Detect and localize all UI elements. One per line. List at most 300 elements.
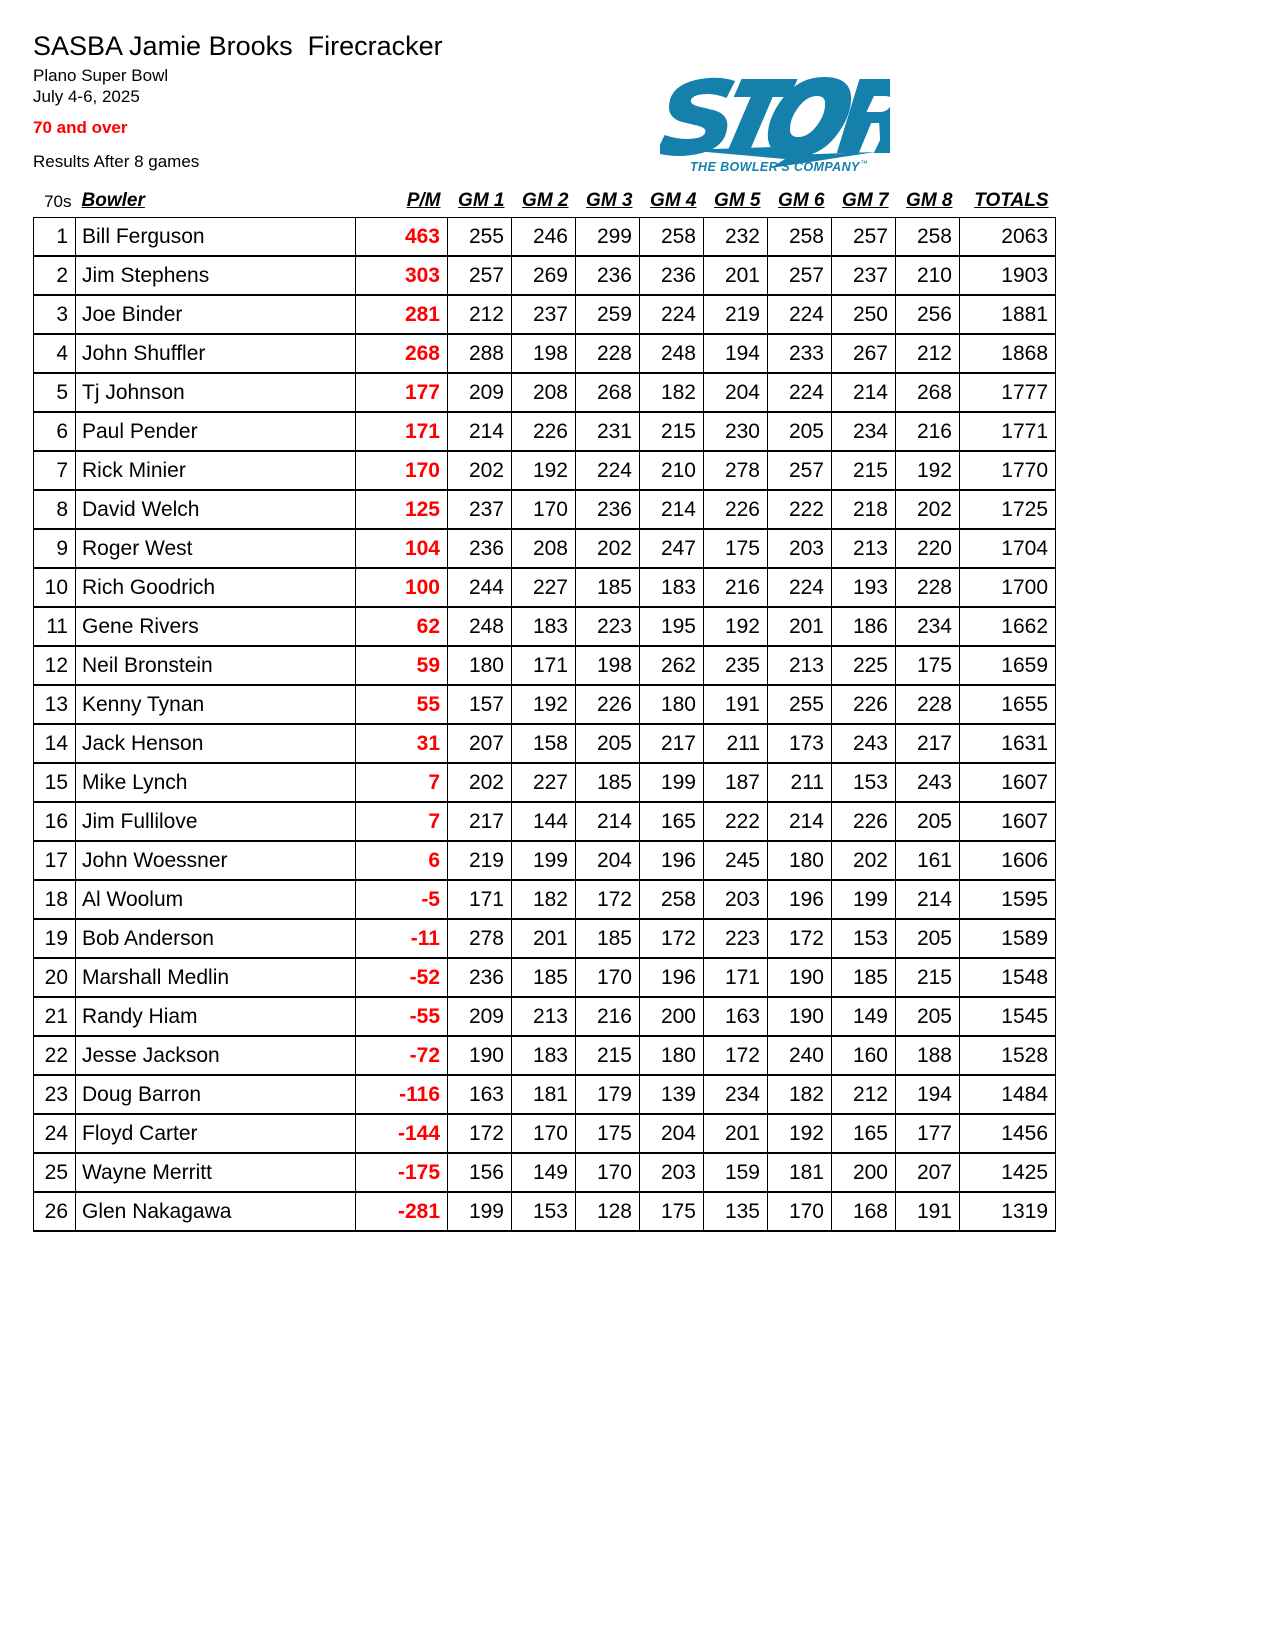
cell-game-4: 262 bbox=[640, 646, 704, 685]
cell-game-3: 204 bbox=[576, 841, 640, 880]
column-header-gm-2: GM 2 bbox=[522, 190, 569, 211]
cell-game-8: 205 bbox=[896, 919, 960, 958]
cell-game-6: 257 bbox=[768, 451, 832, 490]
cell-game-1: 237 bbox=[448, 490, 512, 529]
column-header-gm-8: GM 8 bbox=[906, 190, 953, 211]
cell-bowler-name: Gene Rivers bbox=[76, 607, 356, 646]
cell-game-3: 179 bbox=[576, 1075, 640, 1114]
cell-game-1: 236 bbox=[448, 958, 512, 997]
cell-game-4: 258 bbox=[640, 218, 704, 257]
cell-bowler-name: Randy Hiam bbox=[76, 997, 356, 1036]
cell-game-1: 207 bbox=[448, 724, 512, 763]
cell-pm: -72 bbox=[356, 1036, 448, 1075]
cell-game-8: 268 bbox=[896, 373, 960, 412]
table-row bbox=[34, 451, 1056, 490]
cell-game-3: 202 bbox=[576, 529, 640, 568]
cell-bowler-name: Bob Anderson bbox=[76, 919, 356, 958]
cell-game-6: 224 bbox=[768, 568, 832, 607]
table-row bbox=[34, 1114, 1056, 1153]
cell-pm: 104 bbox=[356, 529, 448, 568]
cell-pm: -5 bbox=[356, 880, 448, 919]
cell-game-8: 215 bbox=[896, 958, 960, 997]
cell-game-2: 153 bbox=[512, 1192, 576, 1231]
table-row bbox=[34, 802, 1056, 841]
cell-game-8: 194 bbox=[896, 1075, 960, 1114]
cell-game-3: 175 bbox=[576, 1114, 640, 1153]
cell-bowler-name: Bill Ferguson bbox=[76, 218, 356, 257]
cell-total: 1595 bbox=[960, 880, 1056, 919]
cell-game-2: 183 bbox=[512, 607, 576, 646]
cell-game-3: 185 bbox=[576, 763, 640, 802]
cell-game-2: 182 bbox=[512, 880, 576, 919]
cell-total: 1903 bbox=[960, 256, 1056, 295]
cell-pm: 59 bbox=[356, 646, 448, 685]
cell-game-2: 226 bbox=[512, 412, 576, 451]
cell-game-1: 156 bbox=[448, 1153, 512, 1192]
cell-rank: 1 bbox=[34, 218, 76, 257]
cell-pm: 31 bbox=[356, 724, 448, 763]
cell-rank: 6 bbox=[34, 412, 76, 451]
table-row bbox=[34, 607, 1056, 646]
cell-game-3: 128 bbox=[576, 1192, 640, 1231]
cell-game-4: 247 bbox=[640, 529, 704, 568]
cell-game-7: 200 bbox=[832, 1153, 896, 1192]
cell-game-7: 257 bbox=[832, 218, 896, 257]
cell-rank: 9 bbox=[34, 529, 76, 568]
cell-total: 1868 bbox=[960, 334, 1056, 373]
cell-game-7: 199 bbox=[832, 880, 896, 919]
cell-game-6: 224 bbox=[768, 373, 832, 412]
table-row bbox=[34, 1192, 1056, 1231]
cell-game-7: 226 bbox=[832, 802, 896, 841]
cell-game-1: 209 bbox=[448, 997, 512, 1036]
cell-game-2: 237 bbox=[512, 295, 576, 334]
cell-game-3: 215 bbox=[576, 1036, 640, 1075]
cell-game-8: 234 bbox=[896, 607, 960, 646]
cell-game-5: 201 bbox=[704, 256, 768, 295]
cell-game-2: 183 bbox=[512, 1036, 576, 1075]
venue-name: Plano Super Bowl bbox=[33, 66, 169, 85]
cell-rank: 21 bbox=[34, 997, 76, 1036]
table-row bbox=[34, 685, 1056, 724]
table-row bbox=[34, 412, 1056, 451]
event-dates: July 4-6, 2025 bbox=[33, 87, 140, 106]
cell-game-7: 186 bbox=[832, 607, 896, 646]
cell-bowler-name: Marshall Medlin bbox=[76, 958, 356, 997]
cell-rank: 25 bbox=[34, 1153, 76, 1192]
cell-game-1: 157 bbox=[448, 685, 512, 724]
title-block bbox=[33, 30, 443, 172]
cell-bowler-name: Floyd Carter bbox=[76, 1114, 356, 1153]
cell-game-5: 234 bbox=[704, 1075, 768, 1114]
cell-game-6: 233 bbox=[768, 334, 832, 373]
cell-pm: -52 bbox=[356, 958, 448, 997]
cell-game-2: 227 bbox=[512, 763, 576, 802]
logo-tagline: THE BOWLER'S COMPANY bbox=[690, 160, 860, 174]
cell-rank: 14 bbox=[34, 724, 76, 763]
cell-pm: 170 bbox=[356, 451, 448, 490]
cell-game-6: 181 bbox=[768, 1153, 832, 1192]
cell-game-4: 196 bbox=[640, 841, 704, 880]
cell-game-8: 177 bbox=[896, 1114, 960, 1153]
cell-total: 1484 bbox=[960, 1075, 1056, 1114]
cell-game-7: 212 bbox=[832, 1075, 896, 1114]
cell-game-6: 211 bbox=[768, 763, 832, 802]
registered-mark: ® bbox=[873, 112, 880, 122]
cell-game-3: 236 bbox=[576, 256, 640, 295]
cell-game-2: 208 bbox=[512, 373, 576, 412]
trademark-mark: ™ bbox=[860, 159, 868, 168]
cell-game-5: 204 bbox=[704, 373, 768, 412]
cell-game-2: 170 bbox=[512, 490, 576, 529]
cell-game-6: 258 bbox=[768, 218, 832, 257]
cell-bowler-name: Al Woolum bbox=[76, 880, 356, 919]
table-header-row bbox=[34, 186, 1056, 218]
column-header-gm-1: GM 1 bbox=[458, 190, 505, 211]
cell-bowler-name: Paul Pender bbox=[76, 412, 356, 451]
cell-game-2: 246 bbox=[512, 218, 576, 257]
table-row bbox=[34, 1153, 1056, 1192]
column-header-gm-4: GM 4 bbox=[650, 190, 697, 211]
cell-game-5: 222 bbox=[704, 802, 768, 841]
cell-game-1: 180 bbox=[448, 646, 512, 685]
cell-game-7: 215 bbox=[832, 451, 896, 490]
cell-game-8: 214 bbox=[896, 880, 960, 919]
cell-bowler-name: Doug Barron bbox=[76, 1075, 356, 1114]
cell-game-5: 219 bbox=[704, 295, 768, 334]
cell-game-8: 258 bbox=[896, 218, 960, 257]
cell-bowler-name: Wayne Merritt bbox=[76, 1153, 356, 1192]
cell-game-8: 228 bbox=[896, 568, 960, 607]
table-row bbox=[34, 334, 1056, 373]
cell-game-5: 175 bbox=[704, 529, 768, 568]
cell-rank: 23 bbox=[34, 1075, 76, 1114]
cell-game-2: 192 bbox=[512, 451, 576, 490]
table-row bbox=[34, 568, 1056, 607]
cell-bowler-name: Jim Stephens bbox=[76, 256, 356, 295]
cell-game-8: 161 bbox=[896, 841, 960, 880]
table-row bbox=[34, 880, 1056, 919]
storm-logo bbox=[660, 58, 890, 178]
cell-bowler-name: John Woessner bbox=[76, 841, 356, 880]
cell-game-4: 175 bbox=[640, 1192, 704, 1231]
cell-game-1: 219 bbox=[448, 841, 512, 880]
cell-rank: 20 bbox=[34, 958, 76, 997]
cell-game-8: 175 bbox=[896, 646, 960, 685]
table-row bbox=[34, 1036, 1056, 1075]
cell-game-6: 172 bbox=[768, 919, 832, 958]
cell-game-7: 243 bbox=[832, 724, 896, 763]
cell-total: 1425 bbox=[960, 1153, 1056, 1192]
cell-game-8: 212 bbox=[896, 334, 960, 373]
table-row bbox=[34, 997, 1056, 1036]
cell-game-3: 228 bbox=[576, 334, 640, 373]
cell-game-1: 288 bbox=[448, 334, 512, 373]
cell-total: 1607 bbox=[960, 763, 1056, 802]
cell-pm: 62 bbox=[356, 607, 448, 646]
cell-game-5: 278 bbox=[704, 451, 768, 490]
cell-rank: 15 bbox=[34, 763, 76, 802]
cell-game-3: 224 bbox=[576, 451, 640, 490]
cell-bowler-name: Jesse Jackson bbox=[76, 1036, 356, 1075]
cell-rank: 13 bbox=[34, 685, 76, 724]
table-row bbox=[34, 958, 1056, 997]
cell-game-2: 208 bbox=[512, 529, 576, 568]
cell-rank: 12 bbox=[34, 646, 76, 685]
cell-game-4: 236 bbox=[640, 256, 704, 295]
cell-game-1: 171 bbox=[448, 880, 512, 919]
cell-game-6: 196 bbox=[768, 880, 832, 919]
cell-game-4: 180 bbox=[640, 685, 704, 724]
cell-game-4: 214 bbox=[640, 490, 704, 529]
cell-game-2: 149 bbox=[512, 1153, 576, 1192]
cell-total: 1770 bbox=[960, 451, 1056, 490]
cell-game-7: 185 bbox=[832, 958, 896, 997]
cell-game-4: 196 bbox=[640, 958, 704, 997]
cell-pm: 7 bbox=[356, 802, 448, 841]
column-header-gm-7: GM 7 bbox=[842, 190, 889, 211]
cell-game-8: 188 bbox=[896, 1036, 960, 1075]
cell-game-1: 172 bbox=[448, 1114, 512, 1153]
cell-game-7: 168 bbox=[832, 1192, 896, 1231]
cell-game-3: 226 bbox=[576, 685, 640, 724]
cell-total: 1528 bbox=[960, 1036, 1056, 1075]
cell-game-5: 171 bbox=[704, 958, 768, 997]
cell-game-8: 210 bbox=[896, 256, 960, 295]
cell-pm: -11 bbox=[356, 919, 448, 958]
cell-game-3: 231 bbox=[576, 412, 640, 451]
cell-game-1: 255 bbox=[448, 218, 512, 257]
column-header-pm: P/M bbox=[406, 190, 441, 211]
cell-game-2: 144 bbox=[512, 802, 576, 841]
cell-game-6: 222 bbox=[768, 490, 832, 529]
cell-total: 1704 bbox=[960, 529, 1056, 568]
cell-game-2: 185 bbox=[512, 958, 576, 997]
cell-game-4: 204 bbox=[640, 1114, 704, 1153]
cell-pm: 6 bbox=[356, 841, 448, 880]
cell-game-6: 180 bbox=[768, 841, 832, 880]
table-row bbox=[34, 295, 1056, 334]
cell-total: 1881 bbox=[960, 295, 1056, 334]
cell-game-6: 201 bbox=[768, 607, 832, 646]
cell-game-8: 216 bbox=[896, 412, 960, 451]
cell-game-6: 224 bbox=[768, 295, 832, 334]
table-row bbox=[34, 490, 1056, 529]
table-row bbox=[34, 218, 1056, 257]
cell-game-1: 199 bbox=[448, 1192, 512, 1231]
cell-game-1: 190 bbox=[448, 1036, 512, 1075]
cell-game-6: 190 bbox=[768, 997, 832, 1036]
cell-total: 2063 bbox=[960, 218, 1056, 257]
cell-game-2: 213 bbox=[512, 997, 576, 1036]
cell-game-6: 170 bbox=[768, 1192, 832, 1231]
cell-game-7: 250 bbox=[832, 295, 896, 334]
column-header-totals: TOTALS bbox=[974, 190, 1049, 211]
cell-game-8: 217 bbox=[896, 724, 960, 763]
cell-rank: 26 bbox=[34, 1192, 76, 1231]
cell-game-3: 198 bbox=[576, 646, 640, 685]
cell-game-6: 213 bbox=[768, 646, 832, 685]
cell-total: 1725 bbox=[960, 490, 1056, 529]
cell-game-3: 172 bbox=[576, 880, 640, 919]
cell-pm: 177 bbox=[356, 373, 448, 412]
cell-pm: 171 bbox=[356, 412, 448, 451]
cell-total: 1659 bbox=[960, 646, 1056, 685]
cell-game-5: 211 bbox=[704, 724, 768, 763]
cell-game-2: 201 bbox=[512, 919, 576, 958]
column-header-gm-3: GM 3 bbox=[586, 190, 633, 211]
table-row bbox=[34, 919, 1056, 958]
column-header-rank: 70s bbox=[44, 192, 72, 211]
cell-game-5: 226 bbox=[704, 490, 768, 529]
cell-total: 1655 bbox=[960, 685, 1056, 724]
cell-game-6: 192 bbox=[768, 1114, 832, 1153]
cell-rank: 10 bbox=[34, 568, 76, 607]
cell-game-7: 234 bbox=[832, 412, 896, 451]
division-label: 70 and over bbox=[33, 118, 128, 137]
cell-game-5: 187 bbox=[704, 763, 768, 802]
cell-bowler-name: Kenny Tynan bbox=[76, 685, 356, 724]
cell-bowler-name: Roger West bbox=[76, 529, 356, 568]
cell-game-8: 256 bbox=[896, 295, 960, 334]
table-row bbox=[34, 256, 1056, 295]
cell-game-4: 217 bbox=[640, 724, 704, 763]
cell-game-5: 135 bbox=[704, 1192, 768, 1231]
cell-game-8: 205 bbox=[896, 997, 960, 1036]
cell-game-8: 228 bbox=[896, 685, 960, 724]
cell-game-6: 240 bbox=[768, 1036, 832, 1075]
cell-game-2: 170 bbox=[512, 1114, 576, 1153]
cell-total: 1456 bbox=[960, 1114, 1056, 1153]
cell-game-4: 200 bbox=[640, 997, 704, 1036]
table-row bbox=[34, 373, 1056, 412]
cell-game-7: 202 bbox=[832, 841, 896, 880]
cell-game-4: 203 bbox=[640, 1153, 704, 1192]
standings-table bbox=[33, 186, 1056, 1232]
cell-total: 1607 bbox=[960, 802, 1056, 841]
column-header-gm-5: GM 5 bbox=[714, 190, 761, 211]
cell-rank: 18 bbox=[34, 880, 76, 919]
cell-game-7: 218 bbox=[832, 490, 896, 529]
cell-game-4: 195 bbox=[640, 607, 704, 646]
cell-game-7: 267 bbox=[832, 334, 896, 373]
cell-game-2: 181 bbox=[512, 1075, 576, 1114]
cell-rank: 4 bbox=[34, 334, 76, 373]
cell-game-7: 153 bbox=[832, 763, 896, 802]
cell-game-8: 205 bbox=[896, 802, 960, 841]
cell-bowler-name: John Shuffler bbox=[76, 334, 356, 373]
cell-pm: 100 bbox=[356, 568, 448, 607]
cell-total: 1631 bbox=[960, 724, 1056, 763]
cell-game-2: 158 bbox=[512, 724, 576, 763]
cell-game-1: 278 bbox=[448, 919, 512, 958]
table-row bbox=[34, 646, 1056, 685]
cell-game-3: 170 bbox=[576, 1153, 640, 1192]
cell-game-7: 237 bbox=[832, 256, 896, 295]
cell-game-5: 159 bbox=[704, 1153, 768, 1192]
cell-game-5: 194 bbox=[704, 334, 768, 373]
cell-pm: -116 bbox=[356, 1075, 448, 1114]
cell-game-4: 258 bbox=[640, 880, 704, 919]
cell-game-5: 245 bbox=[704, 841, 768, 880]
results-status: Results After 8 games bbox=[33, 152, 200, 171]
cell-pm: 268 bbox=[356, 334, 448, 373]
cell-game-2: 199 bbox=[512, 841, 576, 880]
cell-game-8: 202 bbox=[896, 490, 960, 529]
cell-rank: 16 bbox=[34, 802, 76, 841]
cell-game-1: 217 bbox=[448, 802, 512, 841]
cell-game-3: 216 bbox=[576, 997, 640, 1036]
cell-game-3: 170 bbox=[576, 958, 640, 997]
cell-game-5: 235 bbox=[704, 646, 768, 685]
cell-bowler-name: Glen Nakagawa bbox=[76, 1192, 356, 1231]
cell-game-5: 163 bbox=[704, 997, 768, 1036]
cell-pm: -281 bbox=[356, 1192, 448, 1231]
cell-total: 1548 bbox=[960, 958, 1056, 997]
cell-rank: 5 bbox=[34, 373, 76, 412]
cell-total: 1319 bbox=[960, 1192, 1056, 1231]
cell-game-7: 149 bbox=[832, 997, 896, 1036]
cell-game-6: 203 bbox=[768, 529, 832, 568]
table-row bbox=[34, 763, 1056, 802]
column-header-gm-6: GM 6 bbox=[778, 190, 825, 211]
cell-game-2: 227 bbox=[512, 568, 576, 607]
cell-game-6: 182 bbox=[768, 1075, 832, 1114]
cell-total: 1545 bbox=[960, 997, 1056, 1036]
cell-game-8: 191 bbox=[896, 1192, 960, 1231]
cell-pm: -144 bbox=[356, 1114, 448, 1153]
cell-total: 1771 bbox=[960, 412, 1056, 451]
cell-pm: 463 bbox=[356, 218, 448, 257]
cell-game-8: 220 bbox=[896, 529, 960, 568]
cell-game-2: 269 bbox=[512, 256, 576, 295]
cell-bowler-name: Jim Fullilove bbox=[76, 802, 356, 841]
cell-game-3: 185 bbox=[576, 919, 640, 958]
cell-game-5: 230 bbox=[704, 412, 768, 451]
cell-game-3: 268 bbox=[576, 373, 640, 412]
cell-game-4: 199 bbox=[640, 763, 704, 802]
storm-logo-icon bbox=[660, 58, 890, 178]
cell-rank: 24 bbox=[34, 1114, 76, 1153]
cell-game-7: 226 bbox=[832, 685, 896, 724]
cell-game-5: 192 bbox=[704, 607, 768, 646]
cell-game-3: 259 bbox=[576, 295, 640, 334]
cell-pm: -175 bbox=[356, 1153, 448, 1192]
cell-game-3: 299 bbox=[576, 218, 640, 257]
cell-pm: 125 bbox=[356, 490, 448, 529]
cell-game-7: 153 bbox=[832, 919, 896, 958]
cell-game-3: 223 bbox=[576, 607, 640, 646]
cell-game-4: 224 bbox=[640, 295, 704, 334]
cell-game-1: 244 bbox=[448, 568, 512, 607]
cell-rank: 2 bbox=[34, 256, 76, 295]
cell-game-5: 223 bbox=[704, 919, 768, 958]
cell-pm: -55 bbox=[356, 997, 448, 1036]
cell-game-5: 191 bbox=[704, 685, 768, 724]
cell-bowler-name: Jack Henson bbox=[76, 724, 356, 763]
cell-bowler-name: Rick Minier bbox=[76, 451, 356, 490]
cell-game-5: 216 bbox=[704, 568, 768, 607]
cell-rank: 19 bbox=[34, 919, 76, 958]
cell-game-7: 213 bbox=[832, 529, 896, 568]
cell-game-1: 248 bbox=[448, 607, 512, 646]
cell-game-1: 236 bbox=[448, 529, 512, 568]
cell-game-6: 190 bbox=[768, 958, 832, 997]
table-row bbox=[34, 841, 1056, 880]
cell-total: 1662 bbox=[960, 607, 1056, 646]
cell-game-5: 172 bbox=[704, 1036, 768, 1075]
cell-game-7: 160 bbox=[832, 1036, 896, 1075]
